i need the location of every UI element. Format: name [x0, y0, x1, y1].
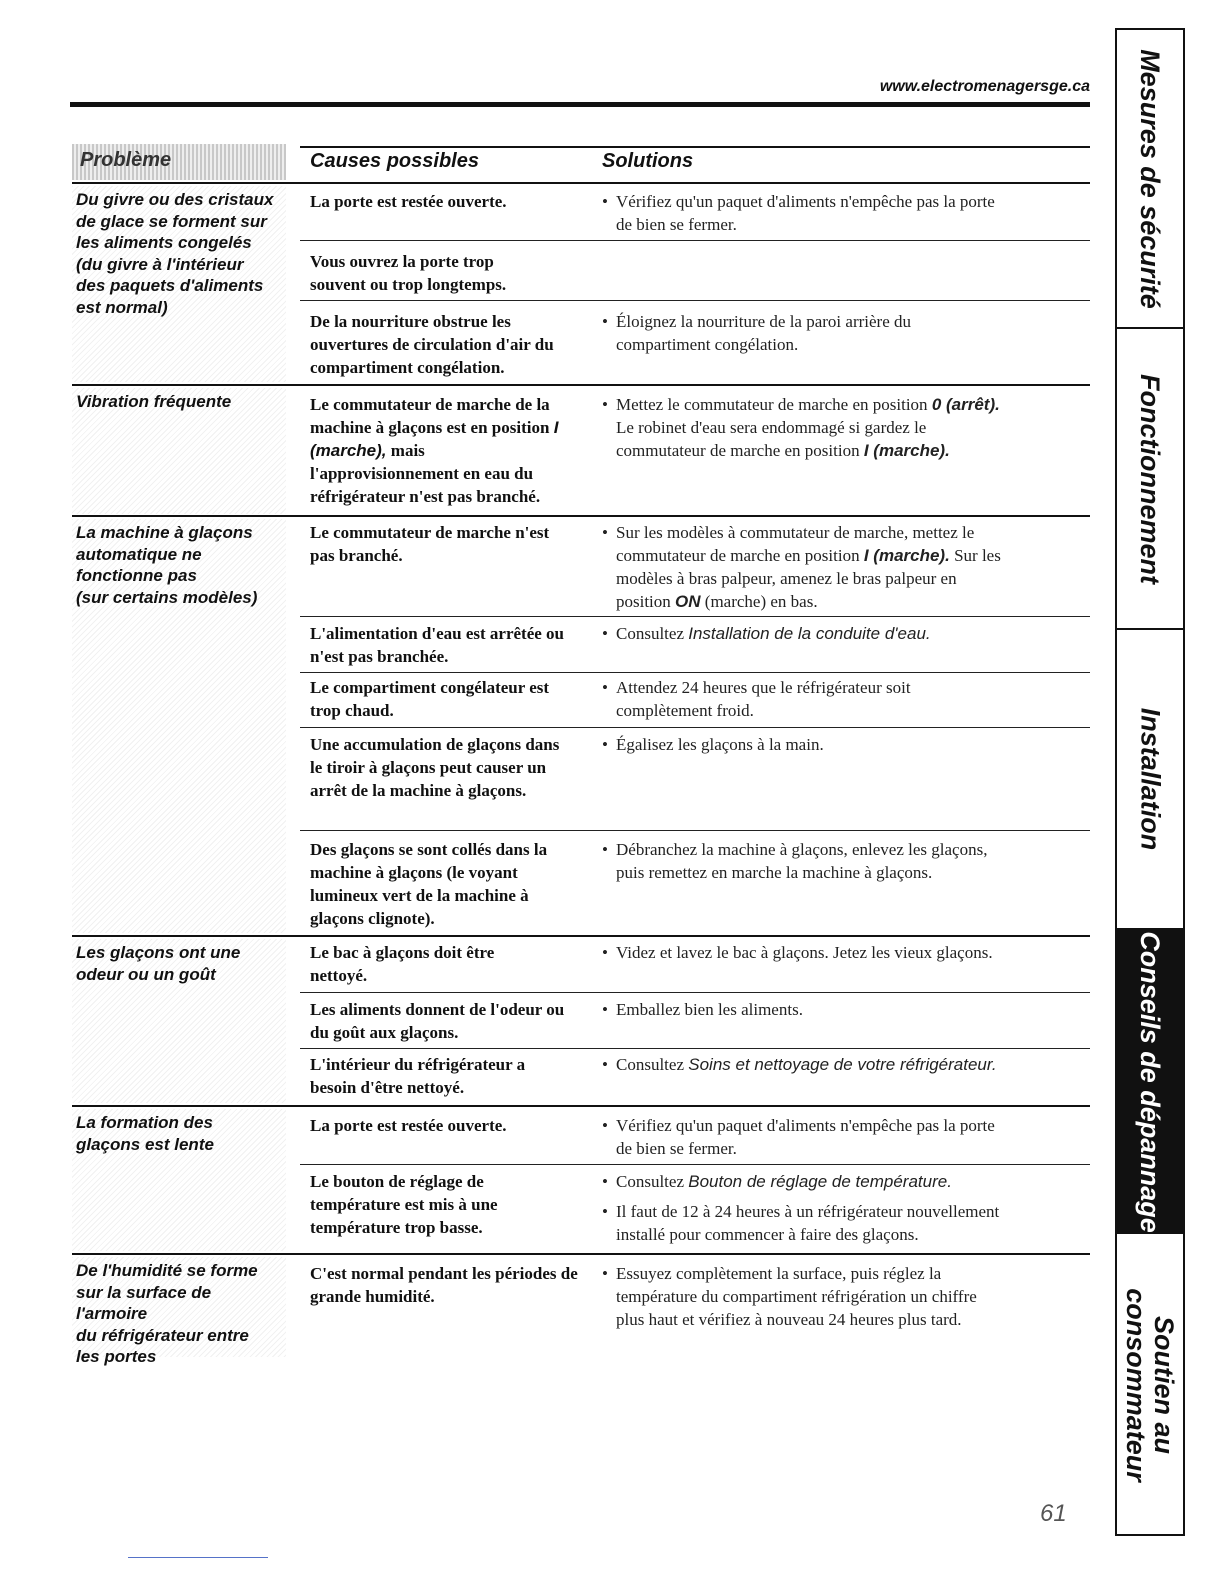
tab-soutien-au-consommateur[interactable]: Soutien au consommateur	[1121, 1288, 1180, 1482]
section-rule	[72, 935, 1090, 937]
section-rule	[72, 1253, 1090, 1255]
column-header-causes: Causes possibles	[310, 150, 479, 172]
solution-text: • Vérifiez qu'un paquet d'aliments n'empêche pas la porte de bien se fermer.	[602, 1116, 995, 1158]
solution-text: • Éloignez la nourriture de la paroi arrière du compartiment congélation.	[602, 312, 912, 354]
solution-text: • Sur les modèles à commutateur de marche, mettez le commutateur de marche en position I (marche). Sur les modèles à bras palpeur, amenez le bras palpeur en position ON (marche) en bas.	[602, 523, 1001, 611]
solution-text: • Consultez Soins et nettoyage de votre réfrigérateur.	[602, 1055, 997, 1074]
row-divider	[300, 727, 1090, 728]
solution-text: • Vérifiez qu'un paquet d'aliments n'empêche pas la porte de bien se fermer.	[602, 192, 995, 234]
row-divider	[300, 240, 1090, 241]
cause-text: C'est normal pendant les périodes de grande humidité.	[310, 1264, 578, 1306]
problem-vibration: Vibration fréquente	[72, 388, 286, 514]
solution-text: • Consultez Bouton de réglage de température. • Il faut de 12 à 24 heures à un réfrigérateur nouvellement installé pour commencer à faire des glaçons.	[602, 1172, 1000, 1244]
cause-text: Vous ouvrez la porte trop souvent ou trop longtemps.	[310, 252, 507, 294]
section-tabs	[1115, 28, 1185, 1536]
cause-text: Une accumulation de glaçons dans le tiroir à glaçons peut causer un arrêt de la machine à glaçons.	[310, 735, 560, 800]
cause-text: Le bac à glaçons doit être nettoyé.	[310, 943, 495, 985]
cause-text: Le compartiment congélateur est trop chaud.	[310, 678, 550, 720]
cause-text: Le commutateur de marche de la machine à glaçons est en position I (marche), mais l'approvisionnement en eau du réfrigérateur n'est pas branché.	[310, 395, 559, 506]
problem-humidity: De l'humidité se forme sur la surface de l'armoire du réfrigérateur entre les portes	[72, 1257, 286, 1357]
header-bottom-rule	[72, 182, 1090, 184]
tab-mesures-de-securite[interactable]: Mesures de sécurité	[1135, 48, 1165, 309]
tab-installation[interactable]: Installation	[1135, 707, 1166, 851]
problem-frost: Du givre ou des cristaux de glace se forment sur les aliments congelés (du givre à l'intérieur des paquets d'aliments est normal)	[72, 186, 286, 382]
problem-icemaker: La machine à glaçons automatique ne fonctionne pas (sur certains modèles)	[72, 519, 286, 933]
tab-conseils-de-depannage[interactable]: Conseils de dépannage	[1117, 930, 1183, 1234]
row-divider	[300, 1164, 1090, 1165]
cause-text: La porte est restée ouverte.	[310, 192, 507, 211]
cause-text: Les aliments donnent de l'odeur ou du goût aux glaçons.	[310, 1000, 565, 1042]
solution-text: • Débranchez la machine à glaçons, enlevez les glaçons, puis remettez en marche la machine à glaçons.	[602, 840, 988, 882]
section-rule	[72, 1105, 1090, 1107]
row-divider	[300, 616, 1090, 617]
footer-link-line	[128, 1557, 268, 1558]
solution-text: • Emballez bien les aliments.	[602, 1000, 803, 1019]
cause-text: Des glaçons se sont collés dans la machine à glaçons (le voyant lumineux vert de la machine à glaçons clignote).	[310, 840, 548, 928]
row-divider	[300, 672, 1090, 673]
row-divider	[300, 992, 1090, 993]
problem-odor: Les glaçons ont une odeur ou un goût	[72, 939, 286, 1103]
cause-text: Le commutateur de marche n'est pas branché.	[310, 523, 550, 565]
header-rule	[300, 146, 1090, 148]
cause-text: La porte est restée ouverte.	[310, 1116, 507, 1135]
solution-text: • Attendez 24 heures que le réfrigérateur soit complètement froid.	[602, 678, 911, 720]
top-rule	[70, 102, 1090, 107]
solution-text: • Essuyez complètement la surface, puis réglez la température du compartiment réfrigération un chiffre plus haut et vérifiez à nouveau 24 heures plus tard.	[602, 1264, 977, 1329]
website-url: www.electromenagersge.ca	[879, 78, 1090, 95]
solution-text: • Mettez le commutateur de marche en position 0 (arrêt). Le robinet d'eau sera endommagé si gardez le commutateur de marche en position I (marche).	[602, 395, 1000, 460]
row-divider	[300, 300, 1090, 301]
tab-fonctionnement[interactable]: Fonctionnement	[1135, 373, 1165, 584]
column-header-problem: Problème	[72, 144, 286, 180]
cause-text: De la nourriture obstrue les ouvertures de circulation d'air du compartiment congélation.	[310, 312, 554, 377]
page-number: 61	[1040, 1500, 1067, 1527]
solution-text: • Consultez Installation de la conduite d'eau.	[602, 624, 931, 643]
section-rule	[72, 515, 1090, 517]
cause-text: L'alimentation d'eau est arrêtée ou n'est pas branchée.	[310, 624, 565, 666]
cause-text: Le bouton de réglage de température est mis à une température trop basse.	[310, 1172, 498, 1237]
section-rule	[72, 384, 1090, 386]
column-header-solutions: Solutions	[602, 150, 694, 172]
cause-text: L'intérieur du réfrigérateur a besoin d'être nettoyé.	[310, 1055, 526, 1097]
row-divider	[300, 1048, 1090, 1049]
problem-slow-ice: La formation des glaçons est lente	[72, 1109, 286, 1251]
row-divider	[300, 830, 1090, 831]
solution-text: • Égalisez les glaçons à la main.	[602, 735, 824, 754]
solution-text: • Videz et lavez le bac à glaçons. Jetez les vieux glaçons.	[602, 943, 993, 962]
